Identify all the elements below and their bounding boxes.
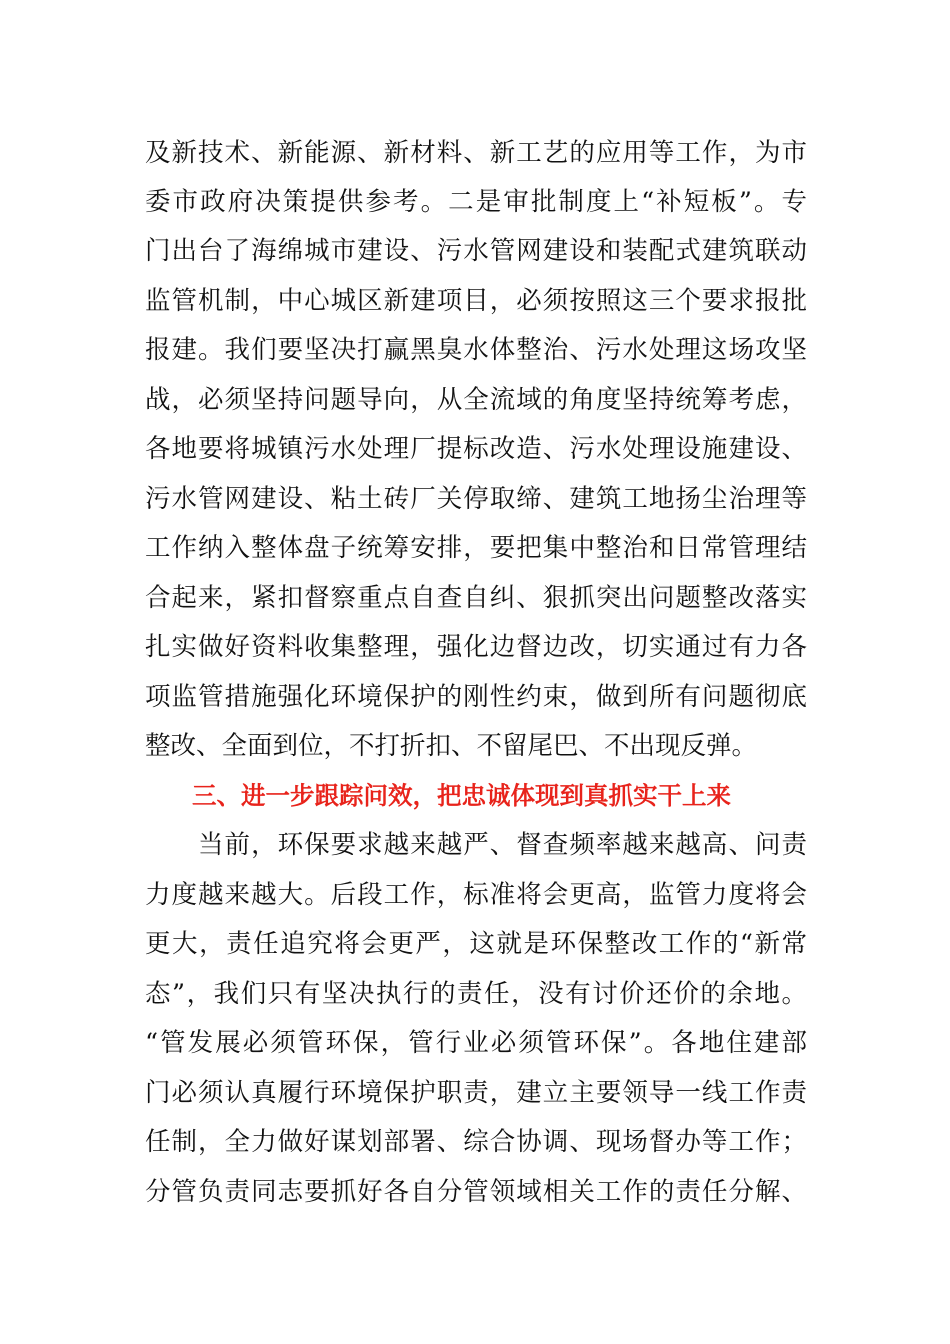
paragraph-2-line: 当前，环保要求越来越严、督查频率越来越高、问责 <box>145 830 807 860</box>
paragraph-2-line: 任制，全力做好谋划部署、综合协调、现场督办等工作； <box>145 1127 807 1157</box>
paragraph-1-line: 各地要将城镇污水处理厂提标改造、污水处理设施建设、 <box>145 434 807 464</box>
paragraph-1-line: 扎实做好资料收集整理，强化边督边改，切实通过有力各 <box>145 632 807 662</box>
section-heading: 三、进一步跟踪问效，把忠诚体现到真抓实干上来 <box>192 781 731 810</box>
paragraph-1-line: 监管机制，中心城区新建项目，必须按照这三个要求报批 <box>145 286 807 316</box>
paragraph-2-line: 更大，责任追究将会更严，这就是环保整改工作的“新常 <box>145 929 807 959</box>
paragraph-2-line: 力度越来越大。后段工作，标准将会更高，监管力度将会 <box>145 880 807 910</box>
paragraph-1-line: 项监管措施强化环境保护的刚性约束，做到所有问题彻底 <box>145 682 807 712</box>
paragraph-1-line: 合起来，紧扣督察重点自查自纠、狠抓突出问题整改落实 <box>145 583 807 613</box>
paragraph-1-line: 整改、全面到位，不打折扣、不留尾巴、不出现反弹。 <box>145 731 758 761</box>
paragraph-1-line: 门出台了海绵城市建设、污水管网建设和装配式建筑联动 <box>145 236 807 266</box>
paragraph-1-line: 工作纳入整体盘子统筹安排，要把集中整治和日常管理结 <box>145 533 807 563</box>
paragraph-1-line: 污水管网建设、粘土砖厂关停取缔、建筑工地扬尘治理等 <box>145 484 807 514</box>
paragraph-2-line: “管发展必须管环保，管行业必须管环保”。各地住建部 <box>145 1028 807 1058</box>
paragraph-1-line: 及新技术、新能源、新材料、新工艺的应用等工作，为市 <box>145 138 807 168</box>
paragraph-1-line: 战，必须坚持问题导向，从全流域的角度坚持统筹考虑， <box>145 385 807 415</box>
paragraph-2-line: 态”，我们只有坚决执行的责任，没有讨价还价的余地。 <box>145 979 807 1009</box>
paragraph-1-line: 委市政府决策提供参考。二是审批制度上“补短板”。专 <box>145 187 807 217</box>
paragraph-2-line: 分管负责同志要抓好各自分管领域相关工作的责任分解、 <box>145 1177 807 1207</box>
paragraph-2-line: 门必须认真履行环境保护职责，建立主要领导一线工作责 <box>145 1078 807 1108</box>
paragraph-1-line: 报建。我们要坚决打赢黑臭水体整治、污水处理这场攻坚 <box>145 335 807 365</box>
